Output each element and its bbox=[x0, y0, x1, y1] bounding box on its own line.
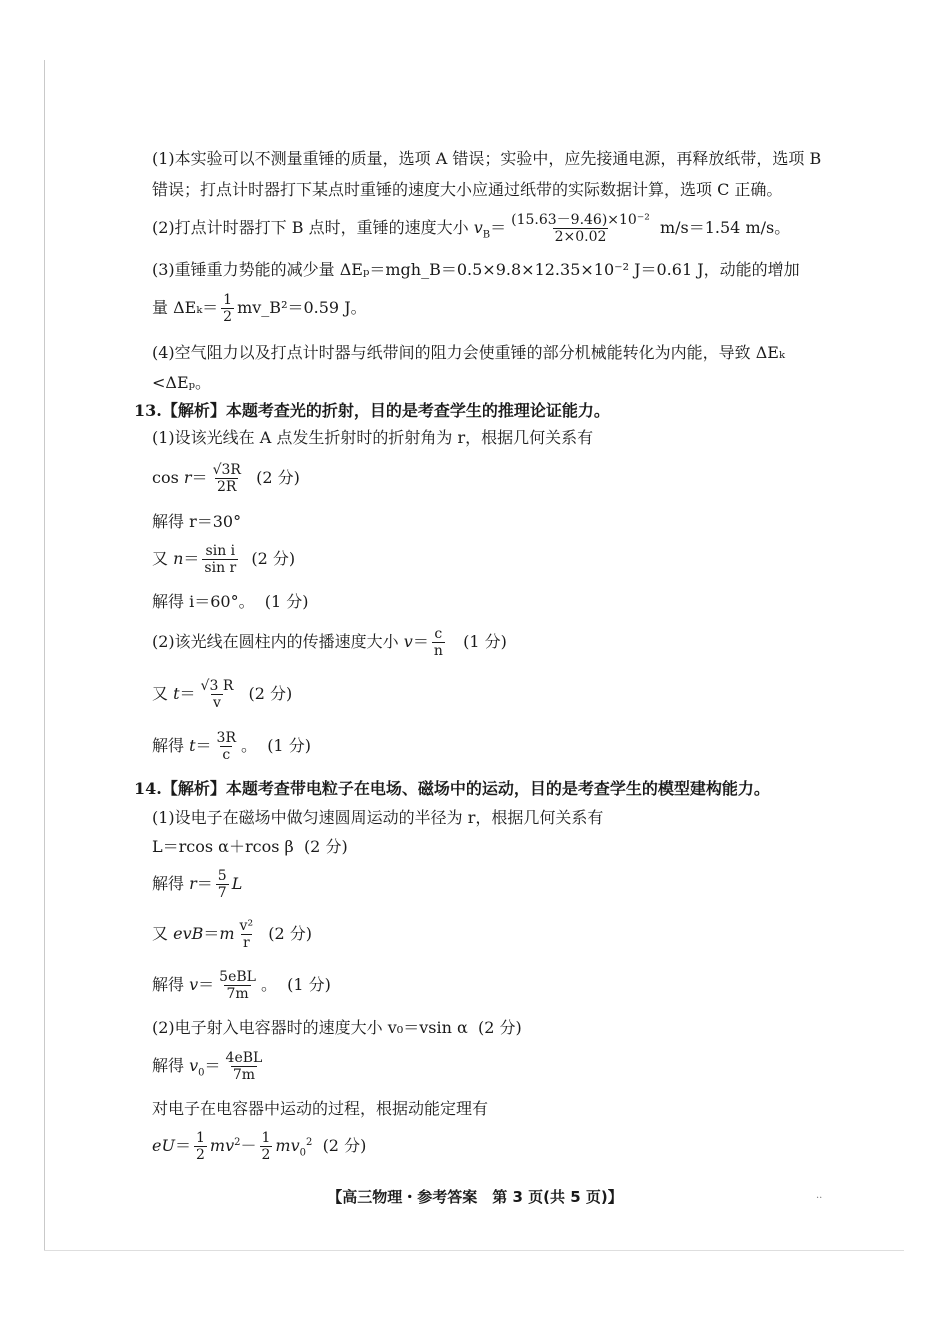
page-margin-line bbox=[44, 60, 45, 1250]
q12-part2: (2)打点计时器打下 B 点时，重锤的速度大小 $v_B=$ $\frac{\text{(15.63－9.46)×10⁻²}}{2\times 0.02}$ m/s＝1.54 m/s。 bbox=[152, 212, 791, 246]
q12-part3-line2: 量 ΔEₖ＝ $\frac{1}{2}$ mv_B²＝0.59 J。 bbox=[152, 292, 367, 326]
q14-heading: 14.【解析】本题考查带电粒子在电场、磁场中的运动，目的是考查学生的模型建构能力。 bbox=[134, 779, 770, 798]
q14-part2: (2)电子射入电容器时的速度大小 v₀＝vsin α (2 分) bbox=[152, 1018, 522, 1037]
q13-heading: 13.【解析】本题考查光的折射，目的是考查学生的推理论证能力。 bbox=[134, 401, 610, 420]
q12-part4-line2: <ΔEₚ。 bbox=[152, 373, 212, 392]
q13-speed: (2)该光线在圆柱内的传播速度大小 v＝ $\frac{c}{n}$ (1 分) bbox=[152, 626, 507, 660]
q13-solve-r: 解得 r＝30° bbox=[152, 512, 242, 531]
q14-energy-equation: eU＝ $\frac{1}{2}$ $mv^2-$ $\frac{1}{2}$ $mv_0^2$ (2 分) bbox=[152, 1130, 367, 1164]
q14-line1: (1)设电子在磁场中做匀速圆周运动的半径为 r，根据几何关系有 bbox=[152, 808, 604, 827]
q14-line8: 对电子在电容器中运动的过程，根据动能定理有 bbox=[152, 1099, 489, 1118]
q12-part1-line1: (1)本实验可以不测量重锤的质量，选项 A 错误；实验中，应先接通电源，再释放纸带，选项 B bbox=[152, 149, 822, 168]
q12-part3-line1: (3)重锤重力势能的减少量 ΔEₚ＝mgh_B＝0.5×9.8×12.35×10⁻² J＝0.61 J，动能的增加 bbox=[152, 260, 800, 279]
half-fraction: $\frac{1}{2}$ bbox=[223, 292, 233, 326]
q14-l-equation: L＝rcos α＋rcos β (2 分) bbox=[152, 837, 348, 856]
q12-part4-line1: (4)空气阻力以及打点计时器与纸带间的阻力会使重锤的部分机械能转化为内能，导致 ΔEₖ bbox=[152, 343, 785, 362]
page-bottom-line bbox=[44, 1250, 904, 1251]
corner-mark: .. bbox=[816, 1190, 823, 1201]
q13-solve-i: 解得 i＝60°。 (1 分) bbox=[152, 592, 309, 611]
page-footer: 【高三物理・参考答案 第 3 页(共 5 页)】 bbox=[327, 1188, 623, 1206]
q13-n-equation: 又 n＝ $\frac{\text{sin i}}{\text{sin r}}$ (2 分) bbox=[152, 543, 296, 577]
q13-time-equation: 又 t＝ $\frac{√3 R}{v}$ (2 分) bbox=[152, 678, 293, 712]
q12-part1-line2: 错误；打点计时器打下某点时重锤的速度大小应通过纸带的实际数据计算，选项 C 正确。 bbox=[152, 180, 783, 199]
q14-solve-v: 解得 v＝ $\frac{\text{5eBL}}{7m}$ 。 (1 分) bbox=[152, 969, 331, 1003]
q13-cos-equation: cos r＝ $\frac{√3R}{2R}$ (2 分) bbox=[152, 462, 300, 496]
q14-solve-v0: 解得 $v_0=$ $\frac{\text{4eBL}}{7m}$ bbox=[152, 1050, 263, 1084]
vb-fraction: $\frac{\text{(15.63－9.46)×10⁻²}}{2\times 0.02}$ bbox=[511, 212, 650, 246]
q13-solve-t: 解得 t＝ $\frac{3R}{c}$ 。 (1 分) bbox=[152, 730, 311, 764]
q13-line1: (1)设该光线在 A 点发生折射时的折射角为 r，根据几何关系有 bbox=[152, 428, 594, 447]
q14-lorentz-equation: 又 evB＝m $\frac{\text{v²}}{r}$ (2 分) bbox=[152, 918, 313, 952]
q14-solve-r: 解得 r＝ $\frac{5}{7}$ L bbox=[152, 868, 243, 902]
